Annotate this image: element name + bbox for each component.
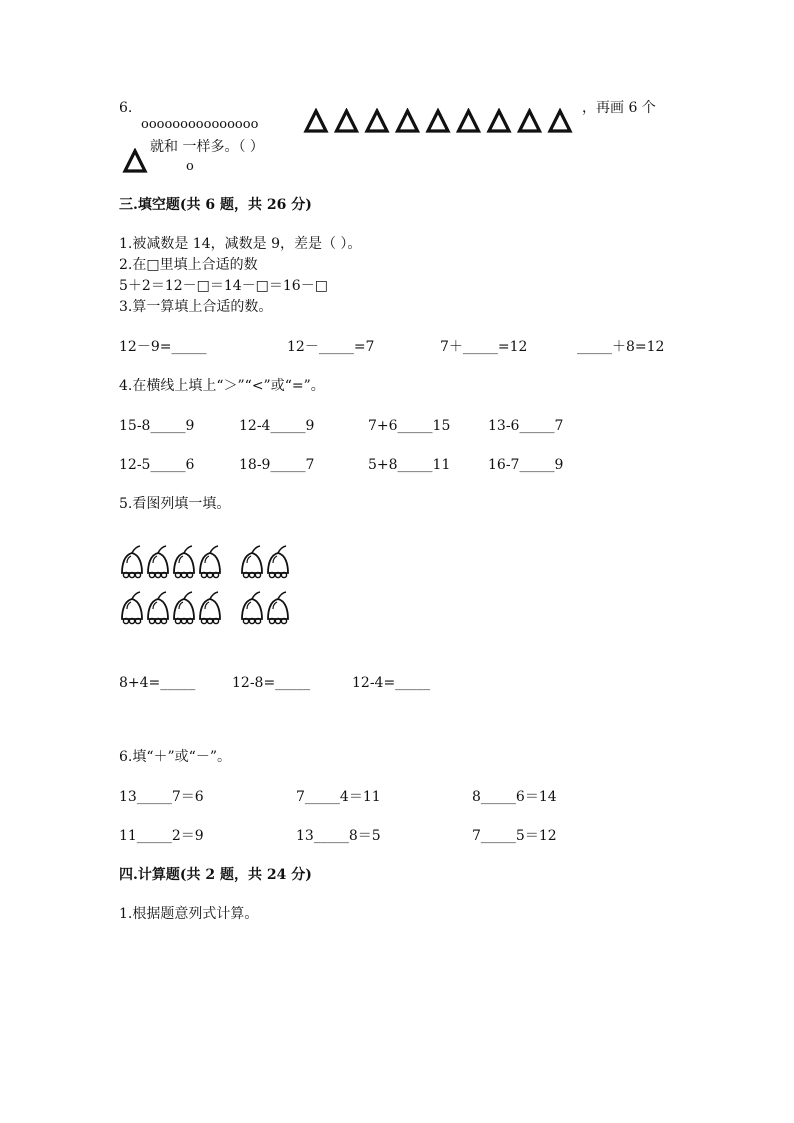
triangle-icon <box>306 111 326 131</box>
s3-q1: 1.被减数是 14，减数是 9，差是（ ）。 <box>119 236 362 252</box>
fruit-icon <box>265 591 291 627</box>
s3-q3: 3.算一算填上合适的数。 <box>119 299 273 315</box>
fruit-icon <box>145 545 171 581</box>
s3-q6-item: 7_____4＝11 <box>296 789 381 805</box>
section-3-title: 三.填空题(共 6 题，共 26 分) <box>119 197 312 213</box>
s3-q6-item: 7_____5＝12 <box>472 828 557 844</box>
triangle-icon <box>122 148 148 174</box>
triangle-icon <box>337 111 357 131</box>
s3-q4: 4.在横线上填上“＞”“<”或“=”。 <box>119 378 325 394</box>
fruit-icon <box>197 591 223 627</box>
triangle-icon <box>489 111 509 131</box>
s3-q4-item: 18-9_____7 <box>239 457 315 473</box>
s3-q4-item: 5+8_____11 <box>368 457 451 473</box>
s3-q5-item: 8+4=_____ <box>119 675 196 691</box>
fruit-icon <box>171 545 197 581</box>
s3-q5-item: 12-4=_____ <box>352 675 431 691</box>
fruit-icon <box>239 545 265 581</box>
fruit-icon <box>119 545 145 581</box>
triangle-icon <box>428 111 448 131</box>
circle-row: ooooooooooooooo <box>141 117 259 132</box>
s3-q2: 2.在□里填上合适的数 <box>119 257 258 273</box>
s3-q5: 5.看图列填一填。 <box>119 496 231 512</box>
s3-q4-item: 13-6_____7 <box>488 418 564 434</box>
question-6-line2: 就和 一样多。（ ） <box>150 139 264 155</box>
s3-q3-item: _____＋8=12 <box>577 339 665 355</box>
s3-q4-item: 12-4_____9 <box>239 418 315 434</box>
trailing-circle: o <box>186 159 194 174</box>
triangle-icon <box>520 111 540 131</box>
fruit-icon <box>145 591 171 627</box>
triangle-icon <box>398 111 418 131</box>
s3-q6-item: 13_____8＝5 <box>296 828 381 844</box>
s3-q3-item: 12－_____=7 <box>287 339 375 355</box>
s3-q3-item: 12－9=_____ <box>119 339 207 355</box>
s3-q6-item: 11_____2＝9 <box>119 828 204 844</box>
s3-q6-item: 8_____6＝14 <box>472 789 557 805</box>
s3-q4-item: 7+6_____15 <box>368 418 451 434</box>
s3-q3-item: 7＋_____=12 <box>440 339 528 355</box>
fruit-icon <box>265 545 291 581</box>
s3-q4-item: 12-5_____6 <box>119 457 195 473</box>
section-4-title: 四.计算题(共 2 题，共 24 分) <box>119 867 312 883</box>
s3-q4-item: 15-8_____9 <box>119 418 195 434</box>
s3-q6: 6.填“＋”或“－”。 <box>119 749 231 765</box>
fruit-icon <box>197 545 223 581</box>
fruit-icon <box>119 591 145 627</box>
triangle-icon <box>367 111 387 131</box>
fruit-picture <box>119 545 299 633</box>
question-6-instruction: ，再画 6 个 <box>582 100 656 116</box>
fruit-icon <box>171 591 197 627</box>
fruit-icon <box>239 591 265 627</box>
s3-q2-equation: 5＋2＝12－□＝14－□＝16－□ <box>119 278 328 294</box>
triangle-row <box>302 108 578 136</box>
s3-q4-item: 16-7_____9 <box>488 457 564 473</box>
s3-q5-item: 12-8=_____ <box>232 675 311 691</box>
triangle-icon <box>550 111 570 131</box>
s4-q1: 1.根据题意列式计算。 <box>119 906 259 922</box>
question-6-number: 6. <box>119 100 133 116</box>
triangle-icon <box>459 111 479 131</box>
s3-q6-item: 13_____7＝6 <box>119 789 204 805</box>
